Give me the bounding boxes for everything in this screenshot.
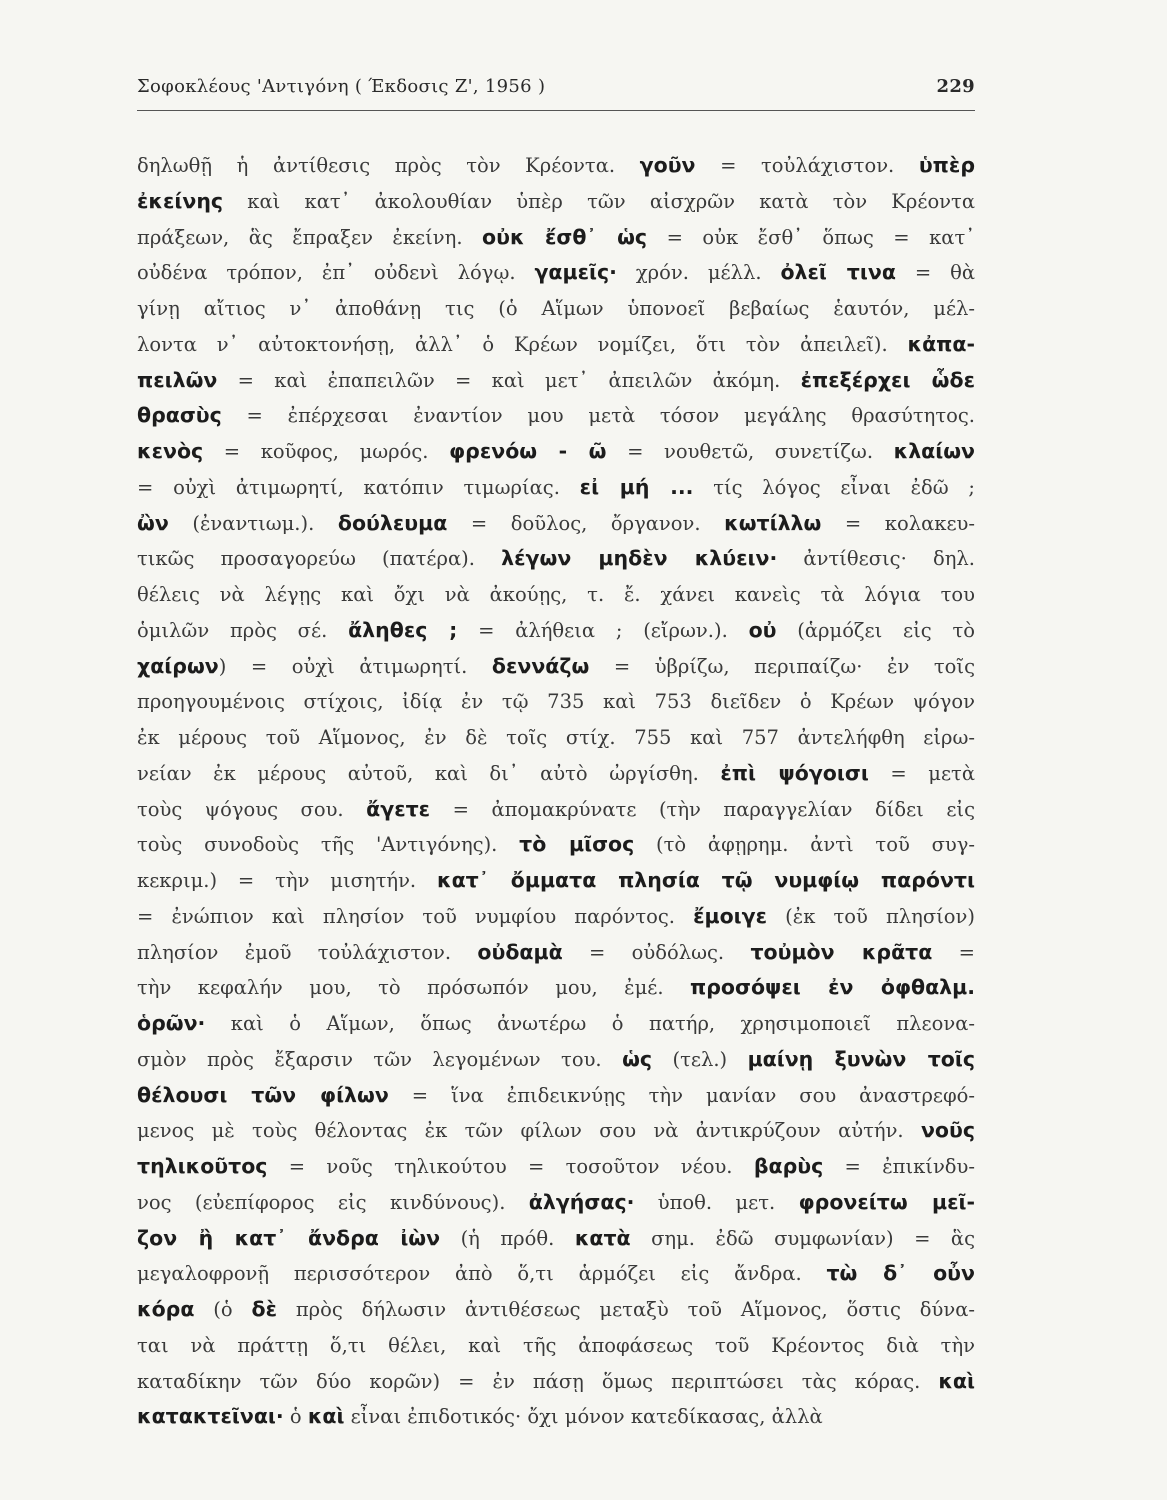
gloss-text: χρόν. μέλλ. — [616, 261, 781, 285]
gloss-text: = οὐκ ἔσθ᾽ ὅπως = κατ᾽ — [647, 225, 975, 249]
lemma-term: ἐκείνης — [137, 188, 224, 213]
gloss-text: = ἀλήθεια ; (εἴρων.). — [457, 618, 749, 642]
gloss-text: = μετὰ — [868, 761, 975, 785]
lemma-term: χαίρων — [137, 653, 219, 678]
text-line — [137, 363, 975, 399]
lemma-term: ἄληθες ; — [348, 617, 458, 642]
text-line — [137, 1256, 975, 1292]
lemma-term: τοὐμὸν κρᾶτα — [750, 939, 933, 964]
lemma-term: ἄγετε — [366, 796, 431, 821]
gloss-text: θέλεις νὰ λέγῃς καὶ ὄχι νὰ ἀκούῃς, τ. ἔ. χάνει κανεὶς τὰ λόγια του — [137, 583, 975, 606]
gloss-text: (ἐναντιωμ.). — [168, 511, 338, 535]
lemma-term: κατακτεῖναι· — [137, 1404, 284, 1429]
gloss-text: πρὸς δήλωσιν ἀντιθέσεως μεταξὺ τοῦ Αἵμονος, ὅστις δύνα- — [276, 1298, 975, 1321]
lemma-term: ἐπὶ ψόγοισι — [720, 760, 869, 785]
gloss-text: (ἡ πρόθ. — [440, 1226, 575, 1250]
text-line — [137, 970, 975, 1006]
running-header — [137, 76, 975, 106]
gloss-text: πράξεων, ἃς ἔπραξεν ἐκείνη. — [137, 225, 483, 249]
gloss-text: οὐδένα τρόπον, ἐπ᾽ οὐδενὶ λόγῳ. — [137, 261, 535, 285]
gloss-text: τοὺς συνοδοὺς τῆς 'Αντιγόνης). — [137, 833, 520, 857]
gloss-text: = ἀπομακρύνατε (τὴν παραγγελίαν δίδει εἰς — [430, 797, 975, 821]
lemma-term: εἰ μή ... — [579, 474, 694, 499]
header-title: Σοφοκλέους 'Αντιγόνη ( Έκδοσις Ζ', 1956 ) — [137, 76, 546, 97]
lemma-term: δούλευμα — [337, 510, 448, 535]
gloss-text: δηλωθῇ ἡ ἀντίθεσις πρὸς τὸν Κρέοντα. — [137, 154, 640, 177]
text-line — [137, 1328, 975, 1364]
text-line — [137, 434, 975, 470]
text-line — [137, 863, 975, 899]
gloss-text: = καὶ ἐπαπειλῶν = καὶ μετ᾽ ἀπειλῶν ἀκόμη. — [217, 368, 801, 392]
text-line — [137, 720, 975, 756]
text-line — [137, 899, 975, 935]
lemma-term: δεννάζω — [491, 653, 590, 678]
gloss-text: = ἐνώπιον καὶ πλησίον τοῦ νυμφίου παρόντος. — [137, 904, 694, 928]
lemma-term: θέλουσι τῶν φίλων — [137, 1082, 389, 1107]
lemma-term: δὲ — [251, 1297, 277, 1321]
gloss-text: = — [932, 940, 975, 964]
gloss-text: τίς λόγος εἶναι ἐδῶ ; — [693, 475, 975, 499]
gloss-text: τοὺς ψόγους σου. — [137, 797, 367, 821]
text-line — [137, 327, 975, 363]
gloss-text: = οὐχὶ ἀτιμωρητί, κατόπιν τιμωρίας. — [137, 475, 580, 499]
lemma-term: γαμεῖς· — [534, 260, 617, 285]
gloss-text: = νουθετῶ, συνετίζω. — [606, 440, 894, 463]
gloss-text: = τοὐλάχιστον. — [695, 154, 919, 177]
lemma-term: μαίνῃ ξυνὼν τοῖς — [747, 1046, 975, 1071]
text-line — [137, 470, 975, 506]
lemma-term: νοῦς — [920, 1118, 975, 1143]
gloss-text: ὑποθ. μετ. — [634, 1190, 799, 1214]
gloss-text: ὁ — [283, 1405, 308, 1429]
gloss-text: (ἐκ τοῦ πλησίον) — [767, 904, 975, 928]
text-line — [137, 148, 975, 184]
gloss-text: = οὐδόλως. — [562, 940, 751, 964]
text-line — [137, 1292, 975, 1328]
text-line — [137, 255, 975, 291]
text-line — [137, 398, 975, 434]
lemma-term: βαρὺς — [753, 1154, 824, 1178]
header-rule — [137, 110, 975, 111]
text-line — [137, 613, 975, 649]
lemma-term: ὡς — [622, 1046, 653, 1071]
page-number: 229 — [936, 76, 975, 97]
gloss-text: καὶ κατ᾽ ἀκολουθίαν ὑπὲρ τῶν αἰσχρῶν κατὰ τὸν Κρέοντα — [223, 189, 975, 213]
gloss-text: = ἐπικίνδυ- — [823, 1155, 975, 1178]
text-line — [137, 1078, 975, 1114]
lemma-term: ὁρῶν· — [137, 1011, 206, 1035]
gloss-text: προηγουμένοις στίχοις, ἰδίᾳ ἐν τῷ 735 καὶ 753 διεῖδεν ὁ Κρέων ψόγον — [137, 690, 975, 714]
gloss-text: ἀντίθεσις· δηλ. — [777, 547, 975, 571]
commentary-text — [137, 148, 975, 1435]
gloss-text: ται νὰ πράττῃ ὅ,τι θέλει, καὶ τῆς ἀποφάσεως τοῦ Κρέοντος διὰ τὴν — [137, 1333, 975, 1357]
lemma-term: φρενόω - ῶ — [449, 439, 607, 463]
lemma-term: κατὰ — [574, 1225, 631, 1250]
gloss-text: = ἵνα ἐπιδεικνύῃς τὴν μανίαν σου ἀναστρεφό- — [388, 1083, 975, 1107]
lemma-term: ὀλεῖ τινα — [780, 260, 896, 285]
lemma-term: τὸ μῖσος — [519, 832, 635, 857]
lemma-term: οὐδαμὰ — [477, 939, 563, 964]
lemma-term: ἀλγήσας· — [528, 1189, 635, 1214]
gloss-text: = νοῦς τηλικούτου = τοσοῦτον νέου. — [267, 1155, 754, 1178]
text-line — [137, 827, 975, 863]
lemma-term: ὢν — [137, 510, 169, 535]
gloss-text: καὶ ὁ Αἵμων, ὅπως ἀνωτέρω ὁ πατήρ, χρησιμοποιεῖ πλεονα- — [205, 1012, 975, 1035]
lemma-term: ὑπὲρ — [918, 153, 975, 177]
text-line — [137, 1149, 975, 1185]
gloss-text: (τελ.) — [652, 1047, 748, 1071]
gloss-text: (ἁρμόζει εἰς τὸ — [776, 618, 975, 642]
lemma-term: λέγων μηδὲν κλύειν· — [501, 546, 778, 571]
text-line — [137, 1006, 975, 1042]
text-line — [137, 541, 975, 577]
gloss-text: (ὁ — [194, 1298, 252, 1321]
lemma-term: θρασὺς — [137, 403, 222, 428]
gloss-text: = κολακευ- — [821, 511, 975, 535]
text-line — [137, 684, 975, 720]
text-line — [137, 577, 975, 613]
gloss-text: πλησίον ἐμοῦ τοὐλάχιστον. — [137, 940, 478, 964]
lemma-term: καὶ — [938, 1368, 975, 1393]
lemma-term: οὐ — [748, 617, 777, 642]
text-line — [137, 756, 975, 792]
lemma-term: πειλῶν — [137, 367, 218, 392]
gloss-text: = ἐπέρχεσαι ἐναντίον μου μετὰ τόσον μεγάλης θρασύτητος. — [221, 404, 975, 428]
text-line — [137, 1364, 975, 1400]
gloss-text: (τὸ ἀφῃρημ. ἀντὶ τοῦ συγ- — [634, 833, 975, 857]
lemma-term: ζον ἢ κατ᾽ ἄνδρα ἰὼν — [137, 1225, 441, 1250]
lemma-term: τηλικοῦτος — [137, 1154, 268, 1178]
gloss-text: = ὑβρίζω, περιπαίζω· ἐν τοῖς — [589, 654, 975, 678]
text-line — [137, 1042, 975, 1078]
text-line — [137, 1221, 975, 1257]
gloss-text: εἶναι ἐπιδοτικός· ὄχι μόνον κατεδίκασας, ἀλλὰ — [344, 1405, 823, 1429]
gloss-text: καταδίκην τῶν δύο κορῶν) = ἐν πάσῃ ὅμως περιπτώσει τὰς κόρας. — [137, 1369, 939, 1393]
gloss-text: γίνῃ αἴτιος ν᾽ ἀποθάνῃ τις (ὁ Αἵμων ὑπονοεῖ βεβαίως ἑαυτόν, μέλ- — [137, 297, 975, 320]
gloss-text: σμὸν πρὸς ἔξαρσιν τῶν λεγομένων του. — [137, 1047, 623, 1071]
gloss-text: ἐκ μέρους τοῦ Αἵμονος, ἐν δὲ τοῖς στίχ. 755 καὶ 757 ἀντελήφθη εἰρω- — [137, 726, 975, 749]
lemma-term: κόρα — [137, 1297, 195, 1321]
text-line — [137, 1113, 975, 1149]
lemma-term: κἀπα- — [907, 331, 975, 356]
text-line — [137, 184, 975, 220]
lemma-term: γοῦν — [639, 153, 696, 177]
gloss-text: λοντα ν᾽ αὐτοκτονήσῃ, ἀλλ᾽ ὁ Κρέων νομίζει, ὅτι τὸν ἀπειλεῖ). — [137, 332, 908, 356]
lemma-term: κωτίλλω — [724, 510, 822, 535]
gloss-text: τικῶς προσαγορεύω (πατέρα). — [137, 547, 502, 571]
text-line — [137, 220, 975, 256]
gloss-text: = δοῦλος, ὄργανον. — [447, 511, 725, 535]
text-line — [137, 291, 975, 327]
gloss-text: = κοῦφος, μωρός. — [203, 440, 450, 463]
lemma-term: οὐκ ἔσθ᾽ ὡς — [482, 224, 648, 249]
lemma-term: κενὸς — [137, 439, 204, 463]
gloss-text: ὁμιλῶν πρὸς σέ. — [137, 618, 349, 642]
gloss-text: μενος μὲ τοὺς θέλοντας ἐκ τῶν φίλων σου νὰ ἀντικρύζουν αὐτήν. — [137, 1119, 921, 1143]
gloss-text: κεκριμ.) = τὴν μισητήν. — [137, 869, 437, 892]
gloss-text: μεγαλοφρονῇ περισσότερον ἀπὸ ὅ,τι ἁρμόζει εἰς ἄνδρα. — [137, 1262, 827, 1286]
lemma-term: τὼ δ᾽ οὖν — [826, 1261, 975, 1286]
lemma-term: κλαίων — [893, 439, 975, 463]
lemma-term: φρονείτω μεῖ- — [798, 1189, 975, 1214]
gloss-text: = θὰ — [895, 261, 975, 285]
gloss-text: τὴν κεφαλήν μου, τὸ πρόσωπόν μου, ἐμέ. — [137, 976, 691, 1000]
gloss-text: νος (εὐεπίφορος εἰς κινδύνους). — [137, 1190, 529, 1214]
lemma-term: κατ᾽ ὄμματα πλησία τῷ νυμφίῳ παρόντι — [437, 868, 975, 892]
gloss-text: ) = οὐχὶ ἀτιμωρητί. — [218, 654, 492, 678]
lemma-term: ἐπεξέρχει ὧδε — [800, 367, 975, 392]
text-line — [137, 506, 975, 542]
text-line — [137, 935, 975, 971]
gloss-text: σημ. ἐδῶ συμφωνίαν) = ἃς — [630, 1226, 975, 1250]
lemma-term: καὶ — [307, 1404, 345, 1429]
lemma-term: προσόψει ἐν ὀφθαλμ. — [690, 975, 975, 1000]
text-line — [137, 792, 975, 828]
text-line — [137, 649, 975, 685]
lemma-term: ἔμοιγε — [693, 903, 768, 928]
text-line — [137, 1399, 975, 1435]
text-line — [137, 1185, 975, 1221]
gloss-text: νείαν ἐκ μέρους αὐτοῦ, καὶ δι᾽ αὐτὸ ὠργίσθη. — [137, 761, 721, 785]
